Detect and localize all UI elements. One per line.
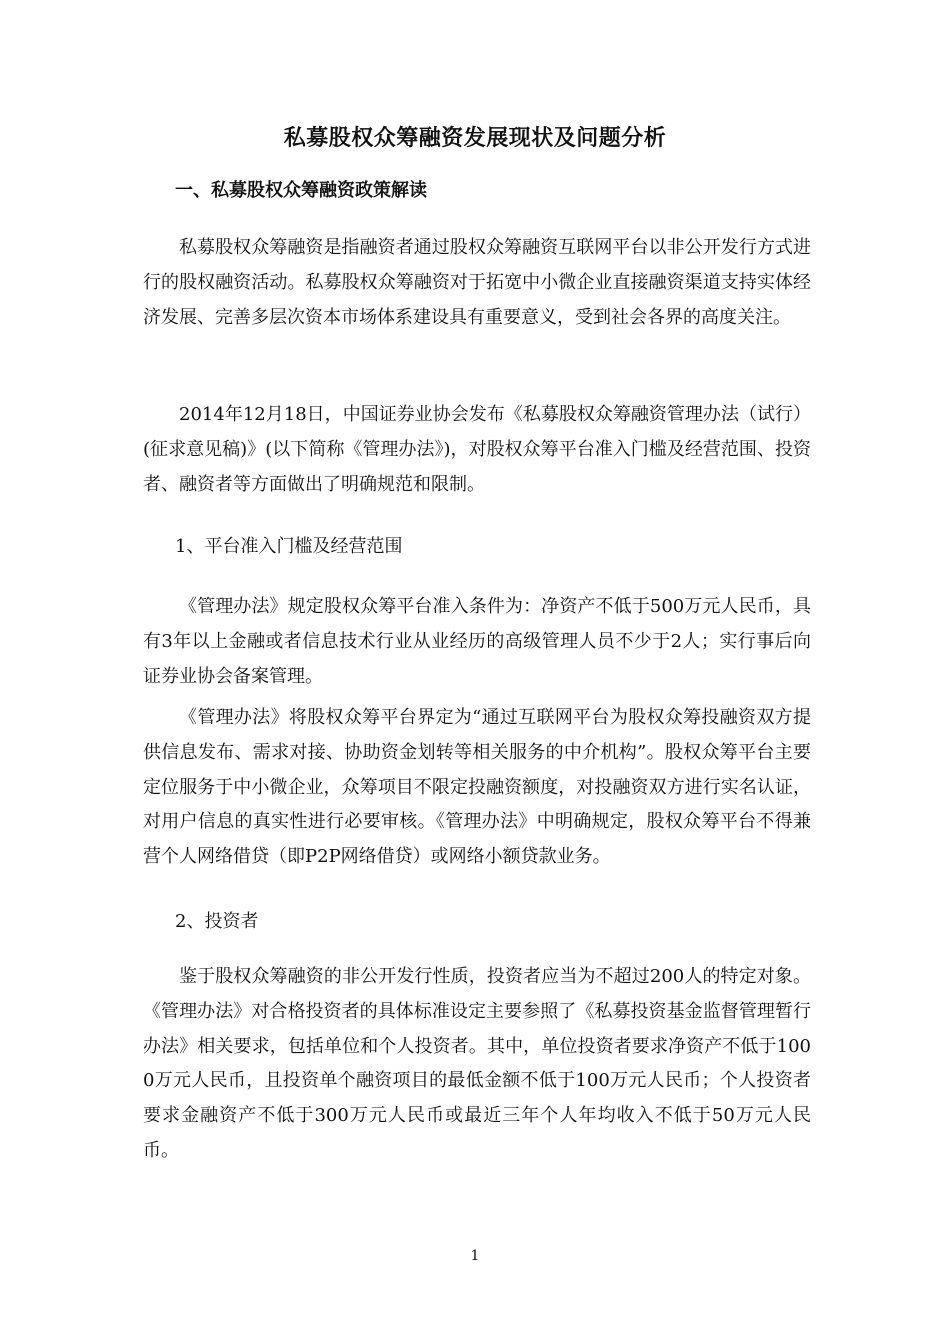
- section-heading-policy: 一、私募股权众筹融资政策解读: [175, 180, 427, 201]
- subheading-platform-access: 1、平台准入门槛及经营范围: [175, 536, 403, 557]
- paragraph-announcement: 2014年12月18日，中国证券业协会发布《私募股权众筹融资管理办法（试行）(征求意见稿)》(以下简称《管理办法》)，对股权众筹平台准入门槛及经营范围、投资者、融资者等方面做出了明确规范和限制。: [143, 404, 811, 495]
- paragraph-platform-requirements: 《管理办法》规定股权众筹平台准入条件为：净资产不低于500万元人民币，具有3年以上金融或者信息技术行业从业经历的高级管理人员不少于2人；实行事后向证券业协会备案管理。: [143, 596, 811, 687]
- paragraph-platform-definition: 《管理办法》将股权众筹平台界定为“通过互联网平台为股权众筹投融资双方提供信息发布、需求对接、协助资金划转等相关服务的中介机构”。股权众筹平台主要定位服务于中小微企业，众筹项目不限定投融资额度，对投融资双方进行实名认证，对用户信息的真实性进行必要审核。《管理办法》中明确规定，股权众筹平台不得兼营个人网络借贷（即P2P网络借贷）或网络小额贷款业务。: [143, 707, 811, 868]
- paragraph-investors: 鉴于股权众筹融资的非公开发行性质，投资者应当为不超过200人的特定对象。《管理办法》对合格投资者的具体标准设定主要参照了《私募投资基金监督管理暂行办法》相关要求，包括单位和个人投资者。其中，单位投资者要求净资产不低于1000万元人民币，且投资单个融资项目的最低金额不低于100万元人民币；个人投资者要求金融资产不低于300万元人民币或最近三年个人年均收入不低于50万元人民币。: [143, 966, 811, 1161]
- paragraph-definition: 私募股权众筹融资是指融资者通过股权众筹融资互联网平台以非公开发行方式进行的股权融资活动。私募股权众筹融资对于拓宽中小微企业直接融资渠道支持实体经济发展、完善多层次资本市场体系建设具有重要意义，受到社会各界的高度关注。: [143, 237, 811, 328]
- document-title: 私募股权众筹融资发展现状及问题分析: [283, 125, 667, 151]
- subheading-investors: 2、投资者: [175, 911, 259, 932]
- page-number: 1: [470, 1248, 480, 1264]
